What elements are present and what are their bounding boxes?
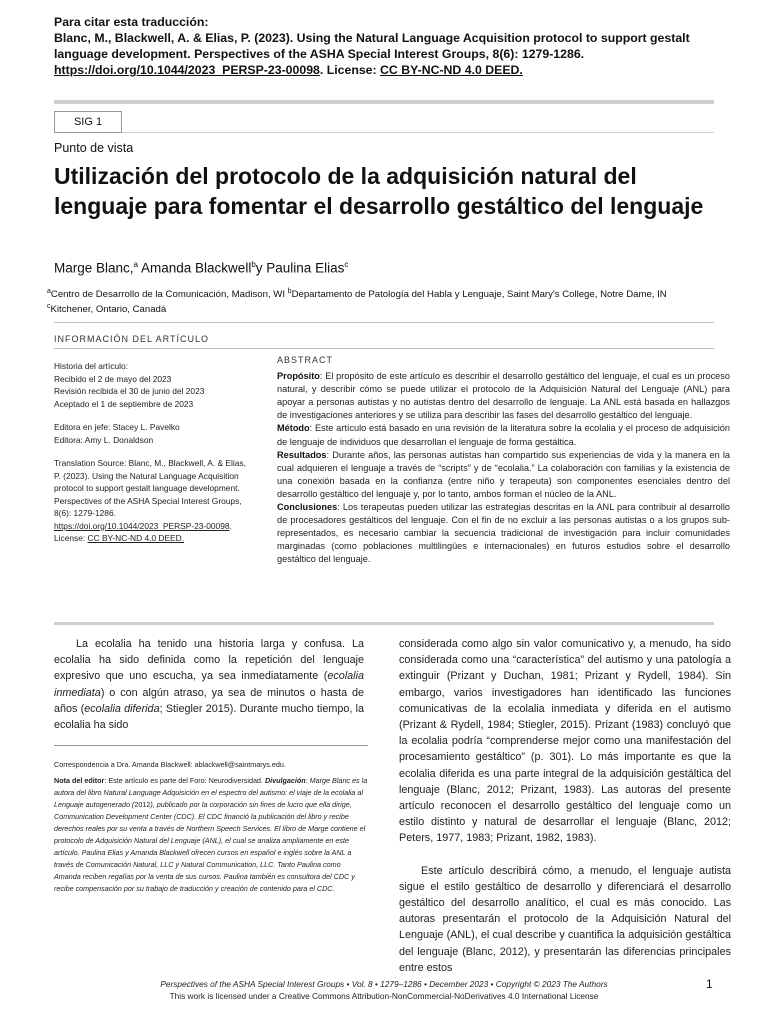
citation-block — [54, 14, 719, 78]
editor-note: Nota del editor: Este artículo es parte del Foro: Neurodiversidad. Divulgación: Marge Blanc es la autora del libro Natural Language Adquisición en el espectro del autismo: el viaje de la ecolalia al Lenguaje autogenerado (2012), publicado por la corporación sin fines de lucro que ella dirige, Communication Development Center (CDC). El CDC financió la publicación del libro y recibe derechos reales por su venta a través de Northern Speech Services. El libro de Marge contiene el protocolo de Adquisición Natural del Lenguaje (ANL), el cual se analiza ampliamente en este artículo. Paulina Elias y Amanda Blackwell ofrecen cursos en español e inglés sobre la ANL a través de Comunicación Natural, LLC y Natural Communication, LLC. Tanto Paulina como Amanda reciben regalías por la venta de sus cursos. Paulina también es consultora del CDC y recibe compensación por su trabajo de traducción y creación de contenido para el CDC. — [54, 776, 368, 893]
abstract-method: Método: Este artículo está basado en una revisión de la literatura sobre la ecolalia y el proceso de adquisición de lenguaje de individuos que desarrollan el lenguaje de forma gestáltica. — [277, 423, 730, 447]
sig-badge: SIG 1 — [54, 111, 122, 133]
author-sup: c — [344, 260, 349, 269]
affiliation-b: Departamento de Patología del Habla y Lenguaje, Saint Mary's College, Notre Dame, IN — [291, 289, 667, 301]
affiliation-a: Centro de Desarrollo de la Comunicación, Madison, WI — [50, 289, 285, 301]
abstract-conclusions: Conclusiones: Los terapeutas pueden utilizar las estrategias descritas en la ANL para contribuir al desarrollo de procesadores gestálticos del lenguaje. Con el fin de no excluir a las personas autistas o a los grupos sub-representados, es necesario cambiar la secuencia tradicional de investigación para incluir comunidades marginadas (como poblaciones multilingües e internacionales) en futuros estudios sobre el desarrollo gestáltico del lenguaje. — [277, 502, 730, 565]
body-paragraph: considerada como algo sin valor comunicativo y, a menudo, ha sido considerada como una “característica” del autismo y una patología a extinguir (Prizant y Duchan, 1981; Prizant y Rydell, 1984). Sin embargo, varios investigadores han identificado las funciones comunicativas de la ecolalia inmediata y diferida en el autismo (Prizant & Rydell, 1984; Stiegler, 2015). Prizant (1983) concluyó que la ecolalia podría “comprenderse mejor como una manifestación del procesamiento gestáltico” (p. 301). Lo más importante es que la ecolalia diferida es una parte integral de la adquisición gestáltica del lenguaje (Blanc, 2012; Prizant, 1983). Las autoras del presente artículo reconocen el desarrollo gestáltico del lenguaje como un estilo distinto y natural de desarrollar el lenguaje (Blanc, 2012; Peters, 1977, 1983; Prizant, 1982, 1983). — [399, 638, 731, 845]
top-divider — [54, 100, 714, 104]
author-name: y Paulina Elias — [255, 260, 345, 276]
body-paragraph: Este artículo describirá cómo, a menudo, el lenguaje autista sigue el estilo gestáltico de desarrollo y diferenciará el desarrollo gestáltico del desarrollo analítico, el cual es más conocido. Las autoras presentarán el protocolo de la Adquisición Natural del Lenguaje (ANL), el cual describe y cuantifica la adquisición gestáltica del lenguaje (Blanc, 2012), y presentarán las diferencias principales entre estos — [399, 864, 731, 974]
badge-divider — [122, 132, 714, 133]
abstract-results: Resultados: Durante años, las personas autistas han compartido sus experiencias de vida y la manera en la cual adquieren el lenguaje a través de “scripts” y de “ecolalia.” La colaboración con familias y la existencia de una conexión basada en la confianza (entre niño y terapeuta) son componentes esenciales dentro del desarrollo gestáltico del lenguaje y, por lo tanto, ambos forman el núcleo de la ANL. — [277, 449, 730, 499]
citation-license-link[interactable]: CC BY-NC-ND 4.0 DEED. — [380, 63, 523, 77]
body-column-right — [399, 636, 731, 976]
article-title: Utilización del protocolo de la adquisición natural del lenguaje para fomentar el desarrollo gestáltico del lenguaje — [54, 163, 704, 219]
footnote — [54, 759, 368, 895]
author-name: Marge Blanc, — [54, 260, 134, 276]
citation-body: Blanc, M., Blackwell, A. & Elias, P. (2023). Using the Natural Language Acquisition protocol to support gestalt language development. Perspectives of the ASHA Special Interest Groups, 8(6): 1279-1286. https://doi.org/10.1044/2023_PERSP-23-00098. License: CC BY-NC-ND 4.0 DEED. — [54, 31, 690, 77]
abstract-heading: ABSTRACT — [277, 355, 334, 365]
citation-text: Blanc, M., Blackwell, A. & Elias, P. (2023). Using the Natural Language Acquisition protocol to support gestalt language development. Perspectives of the ASHA Special Interest Groups, 8(6): 1279-1286. — [54, 31, 690, 61]
journal-footer-line: Perspectives of the ASHA Special Interest Groups • Vol. 8 • 1279–1286 • December 2023 • Copyright © 2023 The Authors — [160, 979, 608, 989]
info-divider — [54, 348, 714, 349]
editors-block: Editora en jefe: Stacey L. Pavelko Editora: Amy L. Donaldson — [54, 422, 180, 445]
page-number: 1 — [706, 977, 713, 991]
body-column-left — [54, 636, 364, 733]
license-footer: This work is licensed under a Creative Commons Attribution-NonCommercial-NoDerivatives 4.0 International License — [169, 991, 599, 1001]
citation-doi-link[interactable]: https://doi.org/10.1044/2023_PERSP-23-00098 — [54, 63, 320, 77]
translation-source: Translation Source: Blanc, M., Blackwell, A. & Elias, P. (2023). Using the Natural Language Acquisition protocol to support gestalt language development. Perspectives of the ASHA Special Interest Groups, 8(6): 1279-1286. https://doi.org/10.1044/2023_PERSP-23-00098. License: CC BY-NC-ND 4.0 DEED. — [54, 458, 246, 543]
affiliation-line-1: $^a$Centro de Desarrollo de la Comunicación, Madison, WI $^b$Departamento de Patología del Habla y Lenguaje, Saint Mary's College, Notre Dame, IN — [47, 288, 667, 301]
article-info — [54, 360, 246, 556]
correspondence: Correspondencia a Dra. Amanda Blackwell: ablackwell@saintmarys.edu. — [54, 760, 286, 769]
translation-license-link[interactable]: CC BY-NC-ND 4.0 DEED. — [87, 533, 185, 543]
affiliation-line-2: $^c$Kitchener, Ontario, Canadá — [47, 303, 167, 316]
body-divider — [54, 622, 714, 625]
history-block: Historia del artículo: Recibido el 2 de mayo del 2023 Revisión recibida el 30 de junio del 2023 Aceptado el 1 de septiembre de 2023 — [54, 361, 205, 409]
header-divider — [54, 322, 714, 323]
info-heading: INFORMACIÓN DEL ARTÍCULO — [54, 334, 210, 344]
abstract — [277, 354, 730, 567]
translation-doi-link[interactable]: https://doi.org/10.1044/2023_PERSP-23-00098 — [54, 520, 230, 531]
citation-heading: Para citar esta traducción: — [54, 15, 209, 29]
article-type: Punto de vista — [54, 141, 134, 155]
author-name: Amanda Blackwell — [141, 260, 252, 276]
author-sup: a — [133, 260, 138, 269]
journal-footer — [0, 979, 768, 989]
footnote-divider — [54, 745, 368, 746]
author-list — [54, 260, 348, 276]
body-paragraph: La ecolalia ha tenido una historia larga y confusa. La ecolalia ha sido definida como la repetición del lenguaje expresivo que uno escucha, ya sea inmediatamente (ecolalia inmediata) o con algún atraso, ya sea de minutos o hasta de años (ecolalia diferida; Stiegler 2015). Durante mucho tiempo, la ecolalia ha sido — [54, 638, 364, 732]
author-sup: b — [251, 260, 256, 269]
abstract-purpose: Propósito: El propósito de este artículo es describir el desarrollo gestáltico del lenguaje, el cual es un proceso natural, y describir cómo se puede utilizar el protocolo de la Adquisición Natural del Lenguaje (ANL) para apoyar a personas autistas y no autistas dentro del desarrollo de lenguaje. La ANL está basada en hallazgos de investigaciones anteriores y se utiliza para describir las fases del desarrollo gestáltico del lenguaje. — [277, 371, 730, 421]
affiliation-c: Kitchener, Ontario, Canadá — [50, 304, 167, 316]
